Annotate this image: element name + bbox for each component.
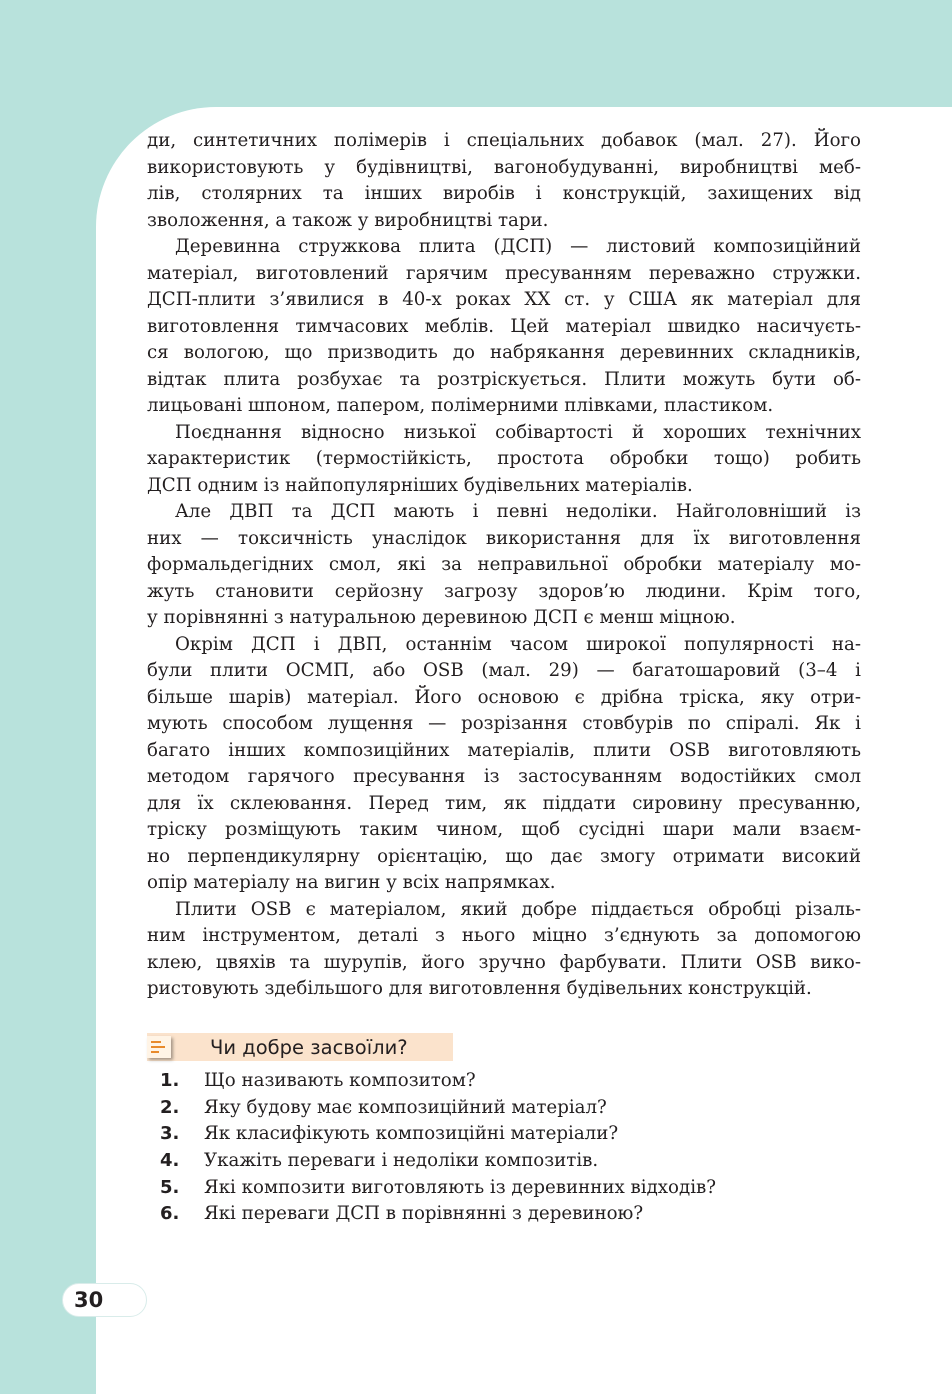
question-number: 4.: [160, 1150, 180, 1172]
text-line: для їх склеювання. Перед тим, як піддати сировину пресуванню,: [147, 792, 861, 814]
text-line: Поєднання відносно низької собівартості й хороших технічних: [175, 421, 861, 443]
text-line: ДСП одним із найпопулярніших будівельних матеріалів.: [147, 474, 693, 496]
question-text: Які композити виготовляють із деревинних відходів?: [204, 1176, 717, 1198]
question-number: 2.: [160, 1096, 180, 1118]
question-item: [160, 1175, 716, 1202]
question-item: [160, 1121, 716, 1148]
text-line: багато інших композиційних матеріалів, плити OSB виготовляють: [147, 739, 861, 761]
text-line: ДСП-плити з’явилися в 40-х роках XX ст. у США як матеріал для: [147, 289, 861, 310]
text-line: формальдегідних смол, які за неправильної обробки матеріалу мо-: [147, 554, 861, 575]
text-line: відтак плита розбухає та розтріскується. Плити можуть бути об-: [147, 368, 861, 390]
text-line: Окрім ДСП і ДВП, останнім часом широкої популярності на-: [175, 633, 861, 655]
text-line: методом гарячого пресування із застосуванням водостійких смол: [147, 766, 861, 787]
page-number: 30: [62, 1283, 147, 1317]
text-line: ди, синтетичних полімерів і спеціальних добавок (мал. 27). Його: [147, 130, 861, 151]
text-line: використовують у будівництві, вагонобудуванні, виробництві меб-: [147, 156, 861, 178]
question-text: Яку будову має композиційний матеріал?: [204, 1096, 607, 1118]
question-text: Укажіть переваги і недоліки композитів.: [204, 1150, 599, 1172]
question-item: [160, 1148, 716, 1175]
text-line: матеріал, виготовлений гарячим пресуванням переважно стружки.: [147, 262, 861, 284]
question-item: [160, 1095, 716, 1122]
text-line: були плити ОСМП, або OSB (мал. 29) — багатошаровий (3–4 і: [147, 660, 861, 681]
text-line: зволоження, а також у виробництві тари.: [147, 209, 549, 231]
text-line: опір матеріалу на вигин у всіх напрямках.: [147, 872, 556, 893]
questions-list: [160, 1068, 716, 1228]
question-number: 1.: [160, 1070, 180, 1091]
question-text: Які переваги ДСП в порівнянні з деревиною?: [204, 1203, 644, 1225]
question-number: 6.: [160, 1203, 180, 1225]
text-line: у порівнянні з натуральною деревиною ДСП є менш міцною.: [147, 607, 736, 628]
text-line: виготовлення тимчасових меблів. Цей матеріал швидко насичуєть-: [147, 315, 861, 337]
text-line: мують способом лущення — розрізання стовбурів по спіралі. Як і: [147, 713, 861, 734]
text-line: Деревинна стружкова плита (ДСП) — листовий композиційний: [175, 236, 861, 257]
body-text: [147, 128, 861, 1003]
questions-title: Чи добре засвоїли?: [210, 1036, 408, 1059]
text-line: лицьовані шпоном, папером, полімерними плівками, пластиком.: [147, 395, 774, 416]
text-line: ристовують здебільшого для виготовлення будівельних конструкцій.: [147, 978, 812, 999]
text-line: клею, цвяхів та шурупів, його зручно фарбувати. Плити OSB вико-: [147, 951, 861, 973]
text-line: ся вологою, що призводить до набрякання деревинних складників,: [147, 342, 861, 363]
text-line: ним інструментом, деталі з нього міцно з’єднують за допомогою: [147, 925, 861, 946]
question-text: Як класифікують композиційні матеріали?: [204, 1123, 619, 1145]
text-line: тріску розміщують таким чином, щоб сусідні шари мали взаєм-: [147, 819, 861, 840]
text-line: но перпендикулярну орієнтацію, що дає змогу отримати високий: [147, 845, 861, 867]
text-line: Плити OSB є матеріалом, який добре піддається обробці різаль-: [175, 898, 861, 920]
text-line: Але ДВП та ДСП мають і певні недоліки. Найголовніший із: [175, 501, 861, 522]
question-number: 3.: [160, 1123, 180, 1145]
question-item: [160, 1068, 716, 1095]
text-line: більше шарів) матеріал. Його основою є дрібна тріска, яку отри-: [147, 686, 861, 708]
text-line: лів, столярних та інших виробів і конструкцій, захищених від: [147, 183, 861, 204]
text-line: них — токсичність унаслідок використання для їх виготовлення: [147, 527, 861, 549]
question-text: Що називають композитом?: [204, 1070, 476, 1091]
checklist-icon: [147, 1036, 171, 1058]
text-line: характеристик (термостійкість, простота обробки тощо) робить: [147, 448, 861, 469]
text-line: жуть становити серйозну загрозу здоров’ю людини. Крім того,: [147, 580, 861, 602]
question-number: 5.: [160, 1176, 180, 1198]
question-item: [160, 1201, 716, 1228]
